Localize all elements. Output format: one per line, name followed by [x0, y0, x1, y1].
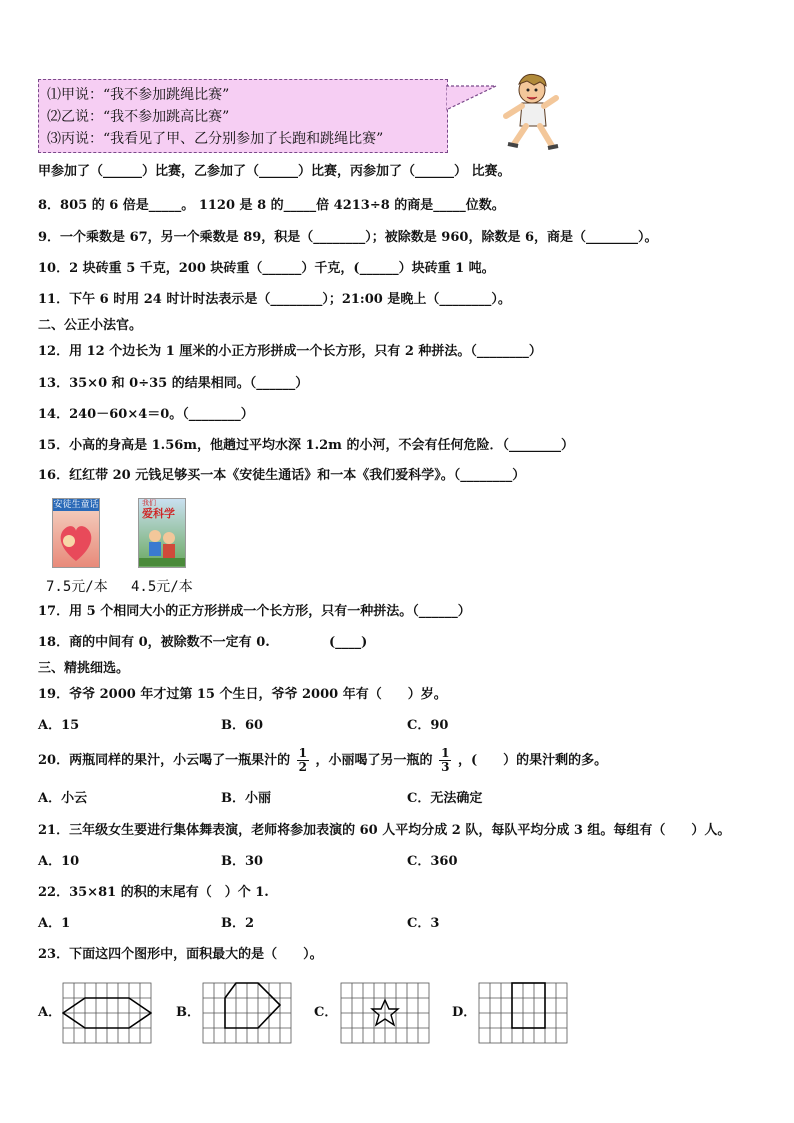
question-19: 19．爷爷 2000 年才过第 15 个生日，爷爷 2000 年有（ ）岁。: [38, 687, 447, 702]
question-23: 23．下面这四个图形中，面积最大的是（ ）。: [38, 947, 323, 962]
price-andersen: 7.5元/本: [46, 579, 108, 595]
grid-figure-a: [62, 982, 152, 1044]
book-cover-andersen: [52, 498, 100, 568]
speech-tail-icon: [446, 84, 498, 114]
pentagon-shape: [225, 983, 280, 1028]
q20-suffix: ，( ）的果汁剩的多。: [457, 753, 608, 768]
question-21: 21．三年级女生要进行集体舞表演，老师将参加表演的 60 人平均分成 2 队，每队平均分成 3 组。每组有（ ）人。: [38, 823, 731, 838]
q22-option-b: B．2: [221, 916, 255, 931]
book-cover-science: [138, 498, 186, 568]
question-8: 8．805 的 6 倍是_____。 1120 是 8 的_____倍 4213÷8 的商是_____位数。: [38, 198, 505, 213]
book2-small-title: 我们: [142, 499, 156, 507]
grid-figure-b: [202, 982, 292, 1044]
speech-line-1: ⑴甲说：“我不参加跳绳比赛”: [47, 87, 230, 103]
question-13: 13．35×0 和 0÷35 的结果相同。（______）: [38, 376, 309, 391]
q23-option-b-label: B．: [176, 1005, 200, 1020]
q20-option-b: B．小丽: [221, 791, 271, 806]
rectangle-shape: [512, 983, 545, 1028]
price-science: 4.5元/本: [131, 579, 193, 595]
frac2-denominator: 3: [441, 760, 450, 774]
book1-title: 安徒生童话: [53, 500, 99, 510]
question-10: 10．2 块砖重 5 千克，200 块砖重（______）千克，(______）块砖重 1 吨。: [38, 261, 495, 276]
frac2-numerator: 1: [441, 746, 450, 760]
section-heading-3: 三、精挑细选。: [38, 661, 130, 676]
running-boy-icon: [500, 72, 560, 152]
q20-middle: ，小丽喝了另一瓶的: [315, 753, 433, 768]
question-14: 14．240－60×4＝0。（________）: [38, 407, 254, 422]
q19-option-b: B．60: [221, 718, 264, 733]
speech-bubble: [38, 79, 448, 153]
question-12: 12．用 12 个边长为 1 厘米的小正方形拼成一个长方形，只有 2 种拼法。（________）: [38, 344, 542, 359]
frac1-numerator: 1: [298, 746, 307, 760]
fraction-one-third: [439, 747, 451, 774]
question-15: 15．小高的身高是 1.56m，他趟过平均水深 1.2m 的小河，不会有任何危险．（________）: [38, 438, 574, 453]
q20-option-a: A．小云: [38, 791, 88, 806]
q22-option-c: C．3: [407, 916, 440, 931]
q21-option-a: A．10: [38, 854, 80, 869]
fraction-one-half: [297, 747, 309, 774]
grid-figure-c: [340, 982, 430, 1044]
q19-option-c: C．90: [407, 718, 449, 733]
grid-figure-d: [478, 982, 568, 1044]
q22-option-a: A．1: [38, 916, 71, 931]
question-16: 16．红红带 20 元钱足够买一本《安徒生通话》和一本《我们爱科学》。（________）: [38, 468, 526, 483]
q21-option-b: B．30: [221, 854, 264, 869]
section-heading-2: 二、公正小法官。: [38, 318, 143, 333]
question-9: 9．一个乘数是 67，另一个乘数是 89，积是（________）；被除数是 960，除数是 6，商是（________）。: [38, 230, 658, 245]
q21-option-c: C．360: [407, 854, 458, 869]
question-11: 11．下午 6 时用 24 时计时法表示是（________）；21:00 是晚上（________）。: [38, 292, 511, 307]
question-7-answers: 甲参加了（______）比赛，乙参加了（______）比赛，丙参加了（______） 比赛。: [38, 164, 511, 179]
q20-prefix: 20．两瓶同样的果汁，小云喝了一瓶果汁的: [38, 753, 291, 768]
book2-title: 爱科学: [142, 507, 175, 520]
q23-option-c-label: C．: [314, 1005, 338, 1020]
q19-option-a: A．15: [38, 718, 80, 733]
kids-illustration-icon: [139, 520, 185, 566]
question-22: 22．35×81 的积的末尾有（ ）个 1.: [38, 885, 269, 900]
question-18: 18．商的中间有 0，被除数不一定有 0.: [38, 635, 270, 650]
frac1-denominator: 2: [298, 760, 307, 774]
question-18-blank: (____): [329, 635, 368, 650]
speech-line-3: ⑶丙说：“我看见了甲、乙分别参加了长跑和跳绳比赛”: [47, 131, 384, 147]
q23-option-a-label: A．: [38, 1005, 62, 1020]
q20-option-c: C．无法确定: [407, 791, 483, 806]
speech-line-2: ⑵乙说：“我不参加跳高比赛”: [47, 109, 230, 125]
question-17: 17．用 5 个相同大小的正方形拼成一个长方形，只有一种拼法。（______）: [38, 604, 471, 619]
question-20: [38, 744, 607, 778]
heart-illustration-icon: [53, 511, 99, 567]
q23-option-d-label: D．: [452, 1005, 477, 1020]
